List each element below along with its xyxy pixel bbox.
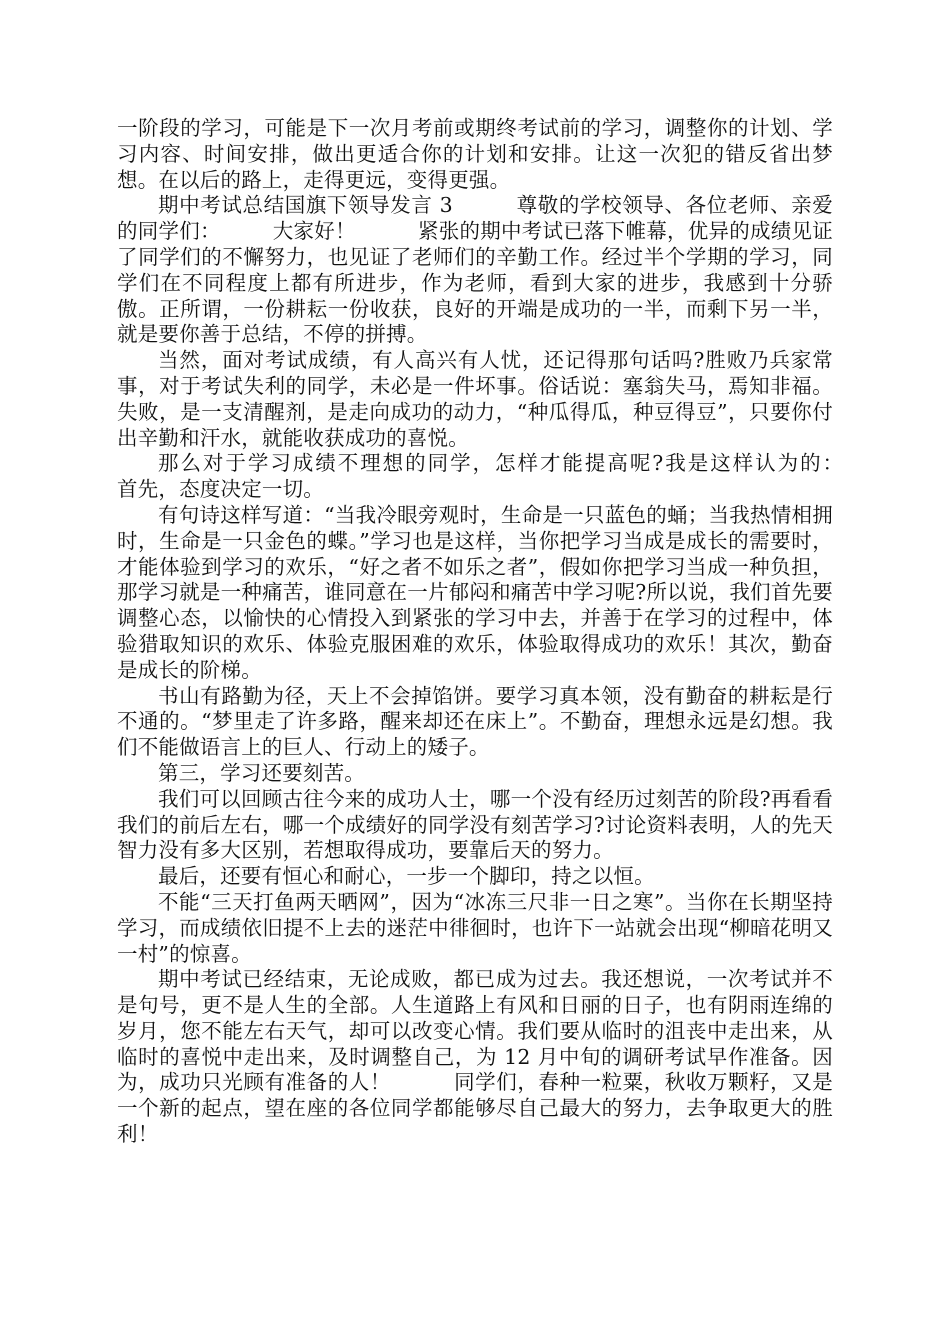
paragraph-attitude-to-results: 当然，面对考试成绩，有人高兴有人忧，还记得那句话吗?胜败乃兵家常事，对于考试失利的同学，未必是一件坏事。俗话说：塞翁失马，焉知非福。失败，是一支清醒剂，是走向成功的动力，“种瓜得瓜，种豆得豆”，只要你付出辛勤和汗水，就能收获成功的喜悦。: [117, 348, 833, 450]
paragraph-persistence: 不能“三天打鱼两天晒网”，因为“冰冻三尺非一日之寒”。当你在长期坚持学习，而成绩依旧提不上去的迷茫中徘徊时，也许下一站就会出现“柳暗花明又一村”的惊喜。: [117, 889, 833, 966]
paragraph-conclusion: 期中考试已经结束，无论成败，都已成为过去。我还想说，一次考试并不是句号，更不是人生的全部。人生道路上有风和日丽的日子，也有阴雨连绵的岁月，您不能左右天气，却可以改变心情。我们要从临时的沮丧中走出来，从临时的喜悦中走出来，及时调整自己，为 12 月中旬的调研考试早作准备。因为，成功只光顾有准备的人！ 同学们，春种一粒粟，秋收万颗籽，又是一个新的起点，望在座的各位同学都能够尽自己最大的努力，去争取更大的胜利！: [117, 967, 833, 1147]
document-body: [117, 116, 896, 1148]
paragraph-perseverance: 最后，还要有恒心和耐心，一步一个脚印，持之以恒。: [158, 864, 655, 889]
paragraph-hard-work: 我们可以回顾古往今来的成功人士，哪一个没有经历过刻苦的阶段?再看看我们的前后左右，哪一个成绩好的同学没有刻苦学习?讨论资料表明，人的先天智力没有多大区别，若想取得成功，要靠后天的努力。: [117, 786, 833, 863]
paragraph-speech-opening: 期中考试总结国旗下领导发言 3 尊敬的学校领导、各位老师、亲爱的同学们： 大家好！ 紧张的期中考试已落下帷幕，优异的成绩见证了同学们的不懈努力，也见证了老师们的辛勤工作。经过半个学期的学习，同学们在不同程度上都有所进步，作为老师，看到大家的进步，我感到十分骄傲。正所谓，一份耕耘一份收获，良好的开端是成功的一半，而剩下另一半，就是要你善于总结，不停的拼搏。: [117, 193, 833, 347]
paragraph-poem-quote: 有句诗这样写道：“当我冷眼旁观时，生命是一只蓝色的蛹；当我热情相拥时，生命是一只金色的蝶。”学习也是这样，当你把学习当成是成长的需要时，才能体验到学习的欢乐，“好之者不如乐之者”，假如你把学习当成一种负担，那学习就是一种痛苦，谁同意在一片郁闷和痛苦中学习呢?所以说，我们首先要调整心态，以愉快的心情投入到紧张的学习中去，并善于在学习的过程中，体验猎取知识的欢乐、体验克服困难的欢乐，体验取得成功的欢乐！其次，勤奋是成长的阶梯。: [117, 502, 833, 682]
paragraph-continuation: 一阶段的学习，可能是下一次月考前或期终考试前的学习，调整你的计划、学习内容、时间安排，做出更适合你的计划和安排。让这一次犯的错反省出梦想。在以后的路上，走得更远，变得更强。: [117, 116, 833, 192]
paragraph-diligence: 书山有路勤为径，天上不会掉馅饼。要学习真本领，没有勤奋的耕耘是行不通的。“梦里走了许多路，醒来却还在床上”。不勤奋，理想永远是幻想。我们不能做语言上的巨人、行动上的矮子。: [117, 683, 833, 760]
paragraph-third-point: 第三，学习还要刻苦。: [158, 760, 365, 785]
paragraph-how-to-improve: 那么对于学习成绩不理想的同学，怎样才能提高呢?我是这样认为的： 首先，态度决定一切。: [117, 451, 896, 502]
